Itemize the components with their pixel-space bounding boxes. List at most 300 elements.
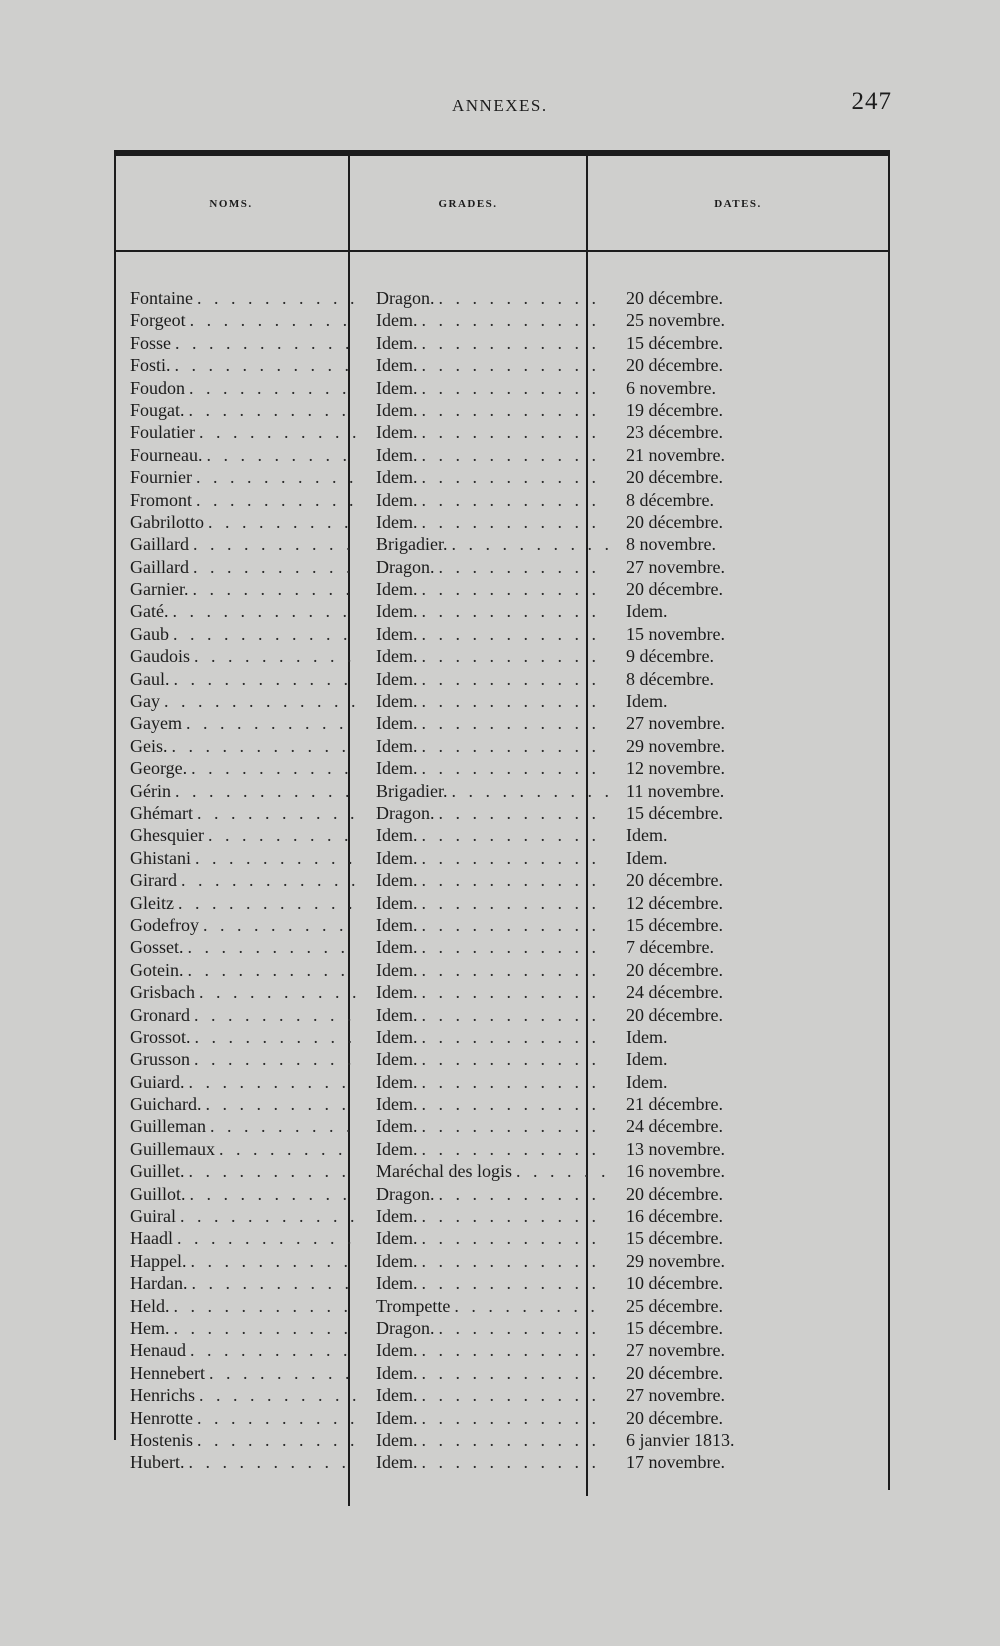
name-text: Gaul. <box>130 668 170 689</box>
grade-text: Idem. <box>376 825 418 846</box>
dot-leader <box>205 1362 356 1384</box>
name-cell <box>130 1227 356 1249</box>
name-cell <box>130 1205 356 1227</box>
header-underline-3 <box>588 250 888 252</box>
name-text: Fosse <box>130 332 172 353</box>
grade-text: Idem. <box>376 668 418 689</box>
table-row <box>114 1339 890 1361</box>
date-text: 20 décembre. <box>626 1183 723 1204</box>
dot-leader <box>417 1048 608 1070</box>
name-cell <box>130 1093 356 1115</box>
name-text: Guillot. <box>130 1183 186 1204</box>
name-text: Garnier. <box>130 579 189 600</box>
grade-cell <box>376 1272 608 1294</box>
date-cell <box>626 1205 866 1227</box>
date-text: Idem. <box>626 1026 668 1047</box>
page-header <box>0 88 1000 124</box>
dot-leader <box>173 1227 356 1249</box>
date-cell <box>626 489 866 511</box>
grade-cell <box>376 1407 608 1429</box>
date-text: 24 décembre. <box>626 1116 723 1137</box>
name-text: Girard <box>130 870 177 891</box>
dot-leader <box>185 377 356 399</box>
grade-text: Idem. <box>376 355 418 376</box>
name-cell <box>130 914 356 936</box>
table-row <box>114 757 890 779</box>
grade-text: Brigadier. <box>376 534 448 555</box>
table-row <box>114 1026 890 1048</box>
dot-leader <box>177 869 356 891</box>
dot-leader <box>185 399 356 421</box>
date-cell <box>626 1272 866 1294</box>
dot-leader <box>184 1451 356 1473</box>
date-text: 25 décembre. <box>626 1295 723 1316</box>
date-text: 8 décembre. <box>626 489 714 510</box>
grade-cell <box>376 892 608 914</box>
header-underline-1 <box>114 250 348 252</box>
dot-leader <box>189 556 356 578</box>
date-cell <box>626 757 866 779</box>
dot-leader <box>204 824 356 846</box>
date-text: 16 novembre. <box>626 1161 725 1182</box>
dot-leader <box>176 1205 356 1227</box>
name-text: Hostenis <box>130 1429 193 1450</box>
grade-cell <box>376 757 608 779</box>
date-cell <box>626 645 866 667</box>
dot-leader <box>206 1115 356 1137</box>
grade-text: Idem. <box>376 1429 418 1450</box>
name-cell <box>130 489 356 511</box>
dot-leader <box>434 556 608 578</box>
date-cell <box>626 1138 866 1160</box>
name-text: Fontaine <box>130 288 193 308</box>
dot-leader <box>417 914 608 936</box>
date-text: Idem. <box>626 1049 668 1070</box>
date-cell <box>626 444 866 466</box>
date-cell <box>626 712 866 734</box>
name-text: Forgeot <box>130 310 186 331</box>
name-text: Gleitz <box>130 892 174 913</box>
name-cell <box>130 1250 356 1272</box>
header-underline-2 <box>350 250 586 252</box>
name-text: Foulatier <box>130 422 195 443</box>
table-row <box>114 1451 890 1473</box>
dot-leader <box>186 309 356 331</box>
date-cell <box>626 1026 866 1048</box>
name-cell <box>130 1071 356 1093</box>
table-row <box>114 1227 890 1249</box>
dot-leader <box>417 1004 608 1026</box>
name-cell <box>130 690 356 712</box>
date-text: 20 décembre. <box>626 579 723 600</box>
dot-leader <box>417 668 608 690</box>
dot-leader <box>184 1071 356 1093</box>
dot-leader <box>417 421 608 443</box>
grade-text: Idem. <box>376 914 418 935</box>
grade-text: Idem. <box>376 982 418 1003</box>
date-cell <box>626 824 866 846</box>
name-cell <box>130 735 356 757</box>
dot-leader <box>512 1160 608 1182</box>
table-row <box>114 936 890 958</box>
date-text: 27 novembre. <box>626 1385 725 1406</box>
dot-leader <box>169 623 356 645</box>
date-text: 15 décembre. <box>626 914 723 935</box>
date-text: Idem. <box>626 847 668 868</box>
dot-leader <box>190 645 356 667</box>
name-text: Haadl <box>130 1228 173 1249</box>
dot-leader <box>417 1227 608 1249</box>
grade-text: Idem. <box>376 467 418 488</box>
column-header-dates: DATES. <box>714 198 762 210</box>
date-text: 6 novembre. <box>626 377 716 398</box>
name-text: Gayem <box>130 713 182 734</box>
name-text: Gaudois <box>130 646 190 667</box>
dot-leader <box>171 780 356 802</box>
date-cell <box>626 1407 866 1429</box>
table-row <box>114 1250 890 1272</box>
name-text: Guillemaux <box>130 1138 215 1159</box>
dot-leader <box>199 914 356 936</box>
column-header-names: NOMS. <box>209 198 253 210</box>
date-text: 20 décembre. <box>626 467 723 488</box>
date-text: 15 décembre. <box>626 1228 723 1249</box>
table-body <box>114 287 890 1474</box>
date-text: 11 novembre. <box>626 780 725 801</box>
dot-leader <box>182 712 356 734</box>
table-row <box>114 1295 890 1317</box>
grade-cell <box>376 1093 608 1115</box>
table-top-rule <box>114 150 890 156</box>
date-text: 19 décembre. <box>626 399 723 420</box>
dot-leader <box>191 847 356 869</box>
grade-cell <box>376 1071 608 1093</box>
dot-leader <box>417 757 608 779</box>
date-cell <box>626 332 866 354</box>
grade-cell <box>376 1362 608 1384</box>
table-row <box>114 332 890 354</box>
name-cell <box>130 668 356 690</box>
grade-cell <box>376 421 608 443</box>
date-cell <box>626 309 866 331</box>
date-cell <box>626 735 866 757</box>
grade-text: Idem. <box>376 1094 418 1115</box>
date-text: 7 décembre. <box>626 937 714 958</box>
date-cell <box>626 847 866 869</box>
name-cell <box>130 892 356 914</box>
dot-leader <box>195 421 356 443</box>
grade-text: Idem. <box>376 623 418 644</box>
table-row <box>114 959 890 981</box>
table-row <box>114 377 890 399</box>
name-text: George. <box>130 758 188 779</box>
name-cell <box>130 780 356 802</box>
grade-text: Idem. <box>376 422 418 443</box>
grade-cell <box>376 824 608 846</box>
column-header-grades: GRADES. <box>438 198 498 210</box>
dot-leader <box>193 287 356 309</box>
date-cell <box>626 1295 866 1317</box>
dot-leader <box>417 309 608 331</box>
date-text: 27 novembre. <box>626 556 725 577</box>
date-text: Idem. <box>626 1071 668 1092</box>
grade-cell <box>376 399 608 421</box>
date-cell <box>626 1429 866 1451</box>
dot-leader <box>417 444 608 466</box>
grade-text: Idem. <box>376 870 418 891</box>
date-text: 20 décembre. <box>626 288 723 308</box>
dot-leader <box>204 511 356 533</box>
date-text: 9 décembre. <box>626 646 714 667</box>
dot-leader <box>215 1138 356 1160</box>
table-row <box>114 780 890 802</box>
dot-leader <box>417 847 608 869</box>
name-text: Geis. <box>130 735 168 756</box>
name-cell <box>130 1362 356 1384</box>
date-cell <box>626 511 866 533</box>
name-text: Gotein. <box>130 959 184 980</box>
dot-leader <box>417 1205 608 1227</box>
dot-leader <box>417 377 608 399</box>
dot-leader <box>417 645 608 667</box>
dot-leader <box>417 600 608 622</box>
grade-cell <box>376 444 608 466</box>
name-text: Ghesquier <box>130 825 204 846</box>
date-cell <box>626 780 866 802</box>
table-row <box>114 309 890 331</box>
grade-text: Idem. <box>376 1004 418 1025</box>
date-cell <box>626 556 866 578</box>
name-text: Foudon <box>130 377 186 398</box>
name-text: Gosset. <box>130 937 184 958</box>
date-cell <box>626 287 866 309</box>
table-row <box>114 623 890 645</box>
date-text: 20 décembre. <box>626 1362 723 1383</box>
date-cell <box>626 600 866 622</box>
name-cell <box>130 1451 356 1473</box>
date-text: 6 janvier 1813. <box>626 1429 735 1450</box>
grade-cell <box>376 981 608 1003</box>
date-text: 15 décembre. <box>626 802 723 823</box>
grade-text: Idem. <box>376 310 418 331</box>
dot-leader <box>202 444 356 466</box>
dot-leader <box>417 1407 608 1429</box>
dot-leader <box>417 623 608 645</box>
date-text: Idem. <box>626 601 668 622</box>
name-cell <box>130 936 356 958</box>
dot-leader <box>417 936 608 958</box>
dot-leader <box>417 354 608 376</box>
date-text: 10 décembre. <box>626 1273 723 1294</box>
name-text: Guichard. <box>130 1094 202 1115</box>
date-cell <box>626 959 866 981</box>
date-text: 13 novembre. <box>626 1138 725 1159</box>
dot-leader <box>417 824 608 846</box>
dot-leader <box>160 690 356 712</box>
grade-text: Idem. <box>376 1049 418 1070</box>
name-text: Gabrilotto <box>130 511 204 532</box>
grade-text: Idem. <box>376 758 418 779</box>
table-row <box>114 1407 890 1429</box>
grade-cell <box>376 735 608 757</box>
date-cell <box>626 1115 866 1137</box>
grade-cell <box>376 1384 608 1406</box>
name-text: Hem. <box>130 1317 170 1338</box>
name-cell <box>130 959 356 981</box>
name-text: Fournier <box>130 467 192 488</box>
name-cell <box>130 1407 356 1429</box>
grade-cell <box>376 377 608 399</box>
date-cell <box>626 377 866 399</box>
grade-text: Idem. <box>376 1362 418 1383</box>
dot-leader <box>417 892 608 914</box>
grade-text: Idem. <box>376 511 418 532</box>
dot-leader <box>434 1183 608 1205</box>
grade-cell <box>376 959 608 981</box>
grade-text: Idem. <box>376 1407 418 1428</box>
name-text: Gérin <box>130 780 171 801</box>
date-cell <box>626 421 866 443</box>
dot-leader <box>168 600 356 622</box>
page-number: 247 <box>851 88 892 115</box>
name-text: Happel. <box>130 1250 187 1271</box>
date-text: 8 décembre. <box>626 668 714 689</box>
table-row <box>114 399 890 421</box>
grade-cell <box>376 847 608 869</box>
grade-cell <box>376 332 608 354</box>
table-row <box>114 533 890 555</box>
table-row <box>114 1093 890 1115</box>
date-cell <box>626 936 866 958</box>
grade-text: Idem. <box>376 1250 418 1271</box>
table-row <box>114 511 890 533</box>
table-row <box>114 600 890 622</box>
dot-leader <box>417 690 608 712</box>
dot-leader <box>417 1071 608 1093</box>
name-text: Henaud <box>130 1340 186 1361</box>
date-text: 29 novembre. <box>626 735 725 756</box>
dot-leader <box>193 802 356 824</box>
table-row <box>114 287 890 309</box>
table-row <box>114 421 890 443</box>
dot-leader <box>186 1250 356 1272</box>
date-cell <box>626 1093 866 1115</box>
date-cell <box>626 981 866 1003</box>
date-cell <box>626 1339 866 1361</box>
dot-leader <box>193 1429 356 1451</box>
dot-leader <box>170 1295 357 1317</box>
grade-cell <box>376 1160 608 1182</box>
name-text: Gay <box>130 691 160 712</box>
name-text: Gaillard <box>130 534 189 555</box>
date-cell <box>626 1227 866 1249</box>
name-cell <box>130 623 356 645</box>
grade-text: Idem. <box>376 444 418 465</box>
name-text: Ghémart <box>130 802 193 823</box>
grade-cell <box>376 1429 608 1451</box>
date-cell <box>626 802 866 824</box>
grade-cell <box>376 645 608 667</box>
date-text: 27 novembre. <box>626 1340 725 1361</box>
name-cell <box>130 309 356 331</box>
name-text: Gaté. <box>130 601 169 622</box>
grade-cell <box>376 1451 608 1473</box>
dot-leader <box>417 981 608 1003</box>
name-cell <box>130 1138 356 1160</box>
grade-text: Idem. <box>376 399 418 420</box>
name-cell <box>130 421 356 443</box>
name-text: Gronard <box>130 1004 190 1025</box>
grade-cell <box>376 1004 608 1026</box>
name-cell <box>130 757 356 779</box>
table-row <box>114 444 890 466</box>
grade-cell <box>376 1227 608 1249</box>
table-row <box>114 1115 890 1137</box>
date-text: 21 novembre. <box>626 444 725 465</box>
date-cell <box>626 914 866 936</box>
date-cell <box>626 1362 866 1384</box>
date-text: 15 décembre. <box>626 332 723 353</box>
dot-leader <box>184 959 357 981</box>
name-cell <box>130 869 356 891</box>
grade-text: Idem. <box>376 1385 418 1406</box>
name-text: Gaub <box>130 623 169 644</box>
dot-leader <box>450 1295 608 1317</box>
dot-leader <box>417 1362 608 1384</box>
grade-cell <box>376 690 608 712</box>
name-cell <box>130 556 356 578</box>
date-cell <box>626 1048 866 1070</box>
date-cell <box>626 623 866 645</box>
name-cell <box>130 1317 356 1339</box>
grade-text: Idem. <box>376 1206 418 1227</box>
dot-leader <box>417 735 608 757</box>
name-cell <box>130 1384 356 1406</box>
date-text: 20 décembre. <box>626 959 723 980</box>
dot-leader <box>417 511 608 533</box>
table-row <box>114 466 890 488</box>
dot-leader <box>171 354 356 376</box>
dot-leader <box>417 1138 608 1160</box>
grade-cell <box>376 578 608 600</box>
dot-leader <box>184 936 357 958</box>
dot-leader <box>417 1026 608 1048</box>
name-text: Hubert. <box>130 1452 185 1473</box>
date-cell <box>626 1004 866 1026</box>
dot-leader <box>417 959 608 981</box>
table-row <box>114 1160 890 1182</box>
table-row <box>114 489 890 511</box>
name-cell <box>130 847 356 869</box>
dot-leader <box>192 466 356 488</box>
name-cell <box>130 645 356 667</box>
grade-text: Dragon. <box>376 288 435 308</box>
grade-cell <box>376 802 608 824</box>
grade-text: Idem. <box>376 735 418 756</box>
grade-cell <box>376 287 608 309</box>
date-cell <box>626 1183 866 1205</box>
grade-text: Trompette <box>376 1295 451 1316</box>
dot-leader <box>201 1093 356 1115</box>
dot-leader <box>189 533 356 555</box>
grade-cell <box>376 869 608 891</box>
date-cell <box>626 354 866 376</box>
dot-leader <box>417 466 608 488</box>
date-cell <box>626 869 866 891</box>
date-text: 20 décembre. <box>626 870 723 891</box>
dot-leader <box>170 668 357 690</box>
grade-text: Idem. <box>376 489 418 510</box>
